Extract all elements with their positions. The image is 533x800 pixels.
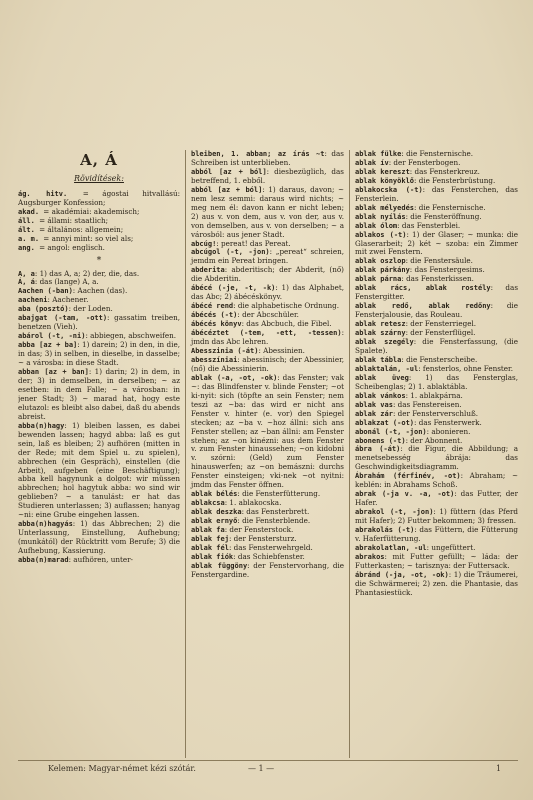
column-3 — [350, 150, 518, 758]
dictionary-entry: ábra (-át): die Figur, die Abbildung; a menetsebesség ábrája: das Geschwindigkeitsdiagramm. — [355, 444, 518, 472]
dictionary-entry: Ábrahám (férfinév, -ot): Abraham; ~ keblén: in Abrahams Schoß. — [355, 471, 518, 490]
dictionary-entry: Á, á: das (lange) A, a. — [18, 277, 99, 287]
footer-rule — [18, 760, 518, 761]
dictionary-entry: ablaktalán, -ul: fensterlos, ohne Fenster. — [355, 363, 513, 373]
dictionary-entry: abonens (-t): der Abonnent. — [355, 435, 463, 445]
page-title: A, Á — [80, 151, 118, 169]
dictionary-entry: ablak fej: der Fenstersturz. — [191, 533, 297, 543]
dictionary-entry: ablak zár: der Fensterverschluß. — [355, 408, 479, 418]
abbreviation-list — [18, 190, 180, 253]
dictionary-entry: abba(n)hagyás: 1) das Abbrechen; 2) die Unterlassung, Einstellung, Aufhebung; (munkától) der Rücktritt vom Berufe; 3) die Aufhebung, Kassierung. — [18, 519, 180, 556]
dictionary-entry: ábécés (-t): der Abcschüler. — [191, 310, 299, 320]
dictionary-entry: abderita: abderitisch; der Abderit, (nő) die Abderitin. — [191, 265, 344, 284]
page-footer — [18, 764, 518, 778]
dictionary-entry: abajgat (-tam, -ott): gassatim treiben, benetzen (Vieh). — [18, 313, 180, 332]
dictionary-entry: ablak vas: das Fenstereisen. — [355, 399, 462, 409]
dictionary-entry: abrak (-ja v. -a, -ot): das Futter, der Hafer. — [355, 489, 518, 508]
dictionary-entry: ablakzat (-ot): das Fensterwerk. — [355, 417, 482, 427]
footer-page-number: — 1 — — [248, 764, 275, 773]
footer-signature: 1 — [496, 764, 502, 773]
dictionary-entry: abesszíniai: abessinisch; der Abessinier, (nő) die Abessinierin. — [191, 354, 344, 373]
dictionary-entry: A, a: 1) das A, a; 2) der, die, das. — [18, 268, 140, 278]
column-2-entries — [191, 150, 344, 580]
dictionary-entry: abba [az + ba]: 1) darein; 2) in den, in die, in das; 3) in selben, in dieselbe, in dasselbe; ~ a városba: in diese Stadt. — [18, 340, 180, 368]
dictionary-entry: a. m. = annyi mint: so viel als; — [18, 233, 134, 243]
dictionary-entry: ablak oszlop: die Fenstersäule. — [355, 256, 473, 266]
dictionary-entry: ablak fa: der Fensterstock. — [191, 525, 294, 535]
dictionary-entry: ábécé rend: die alphabetische Ordnung. — [191, 301, 340, 311]
dictionary-entry: bleiben, 1. abban; az írás ~t: das Schreiben ist unterblieben. — [191, 150, 344, 167]
dictionary-entry: ablak mélyedés: die Fensternische. — [355, 202, 486, 212]
dictionary-entry: ablakocska (-t): das Fensterchen, das Fensterlein. — [355, 184, 518, 203]
dictionary-entry: ablak ólom: das Fensterblei. — [355, 220, 461, 230]
dictionary-entry: ablak üveg: 1) das Fensterglas, Scheibenglas; 2) 1. ablaktábla. — [355, 372, 518, 391]
dictionary-entry: ablak ernyő: die Fensterblende. — [191, 516, 311, 526]
dictionary-entry: ablak párna: das Fensterkissen. — [355, 274, 474, 284]
dictionary-entry: ablakos (-t): 1) der Glaser; ~ munka: die Glaserarbeit; 2) két ~ szoba: ein Zimmer mit zwei Fenstern. — [355, 229, 518, 257]
dictionary-entry: abból [az + ból]: 1) daraus, davon; ~ nem lesz semmi: daraus wird nichts; ~ meg nem él: davon kann er nicht leben; 2) aus v. von dem, aus v. von der, aus v. von demselben, aus v. von derselben; ~ a városból: aus jener Stadt. — [191, 184, 345, 239]
columns — [18, 150, 518, 758]
dictionary-entry: ábécé (-je, -t, -k): 1) das Alphabet, das Abc; 2) ábécéskönyv. — [191, 283, 344, 302]
dictionary-entry: abba(n)hagy: 1) bleiben lassen, es dabei bewenden lassen; hagyd abba: laß es gut sein, laß es bleiben; 2) aufhören (mitten in der Rede; mit dem Spiel u. zu spielen), abbrechen (ein Gespräch), einstellen (die Arbeit), aufgeben (eine Beschäftigung); abba kell hagynunk a dolgot: wir müssen abbrechen; hol hagytuk abba: wo sind wir geblieben? ~ a tanulást: er hat das Studieren unterlassen; 3) auflassen; hanyag ~ni: eine Grube eingehen lassen. — [18, 420, 180, 520]
dictionary-entry: ablak bélés: die Fensterfütterung. — [191, 489, 321, 499]
dictionary-entry: ablak rács, ablak rostély: das Fenstergitter. — [355, 283, 518, 302]
dictionary-entry: ablak redő, ablak redőny: die Fensterjalousie, das Rouleau. — [355, 301, 518, 320]
dictionary-entry: abcúg!: pereat! das Pereat. — [191, 238, 291, 248]
dictionary-entry: abrakolatlan, -ul: ungefüttert. — [355, 542, 476, 552]
dictionary-entry: abból [az + ból]: diesbezüglich, das betreffend, 1. ebből. — [191, 166, 344, 185]
dictionary-entry: ablak szegély: die Fensterfassung, (die Spalete). — [355, 337, 518, 355]
column-1 — [18, 150, 186, 758]
dictionary-entry: ablak párkány: das Fenstergesims. — [355, 265, 485, 275]
dictionary-entry: abárol (-t, -ni): abbiegen, abschweifen. — [18, 331, 176, 341]
dictionary-entry: abrakolás (-t): das Füttern, die Fütterung v. Haferfütterung. — [355, 525, 518, 543]
column-1-entries — [18, 270, 180, 565]
dictionary-entry: ábránd (-ja, -ot, -ok): 1) die Träumerei, die Schwärmerei; 2) zen. die Phantasie, das Phantasiestück. — [355, 569, 518, 597]
dictionary-entry: ablak fél: das Fensterwehrgeld. — [191, 542, 313, 552]
dictionary-entry: aba (posztó): der Loden. — [18, 304, 113, 314]
dictionary-entry: abcúgol (-t, -jon): „pereat“ schreien, jemdm ein Pereat bringen. — [191, 247, 344, 266]
dictionary-entry: áll. = állami: staatlich; — [18, 215, 109, 225]
dictionary-entry: abba(n)marad: aufhören, unter- — [18, 555, 133, 565]
dictionary-entry: ablak fiók: das Schiebfenster. — [191, 551, 305, 561]
dictionary-entry: ág. hitv. = ágostai hitvallású: Augsburger Konfession; — [18, 188, 180, 207]
dictionary-entry: akad. = akadémiai: akademisch; — [18, 206, 140, 216]
section-star: * — [96, 255, 102, 266]
dictionary-entry: abrakol (-t, -jon): 1) füttern (das Pferd mit Hafer); 2) Futter bekommen; 3) fressen. — [355, 507, 518, 526]
dictionary-entry: ábécéztet (-tem, -ett, -tessen): jmdn das Abc lehren. — [191, 328, 344, 347]
dictionary-entry: ablak könyöklő: die Fensterbrüstung. — [355, 175, 496, 185]
dictionary-entry: abban [az + ban]: 1) darin; 2) in dem, in der; 3) in demselben, in derselben; ~ az esetben: in dem Falle; ~ a városban: in jener Stadt; 3) ~ marad hat, hogy este elutazol: es bleibt also dabei, daß du abends abreist. — [18, 367, 180, 421]
dictionary-entry: ablak deszka: das Fensterbrett. — [191, 507, 310, 517]
dictionary-entry: ablak ív: der Fensterbogen. — [355, 157, 461, 167]
dictionary-entry: abrakos: mit Futter gefüllt; ~ láda: der Futterkasten; ~ tarisznya: der Futtersack. — [355, 551, 518, 570]
dictionary-entry: ablakcsa: 1. ablakocska. — [191, 498, 282, 508]
dictionary-entry: ablak szárny: der Fensterflügel. — [355, 328, 476, 338]
dictionary-entry: ablak retesz: der Fensterriegel. — [355, 319, 477, 329]
dictionary-entry: aacheni: Aachener. — [18, 295, 89, 305]
dictionary-entry: ablak tábla: die Fensterscheibe. — [355, 354, 478, 364]
footer-book-title: Kelemen: Magyar-német kézi szótár. — [48, 764, 196, 773]
dictionary-entry: ablak nyílás: die Fensteröffnung. — [355, 211, 482, 221]
dictionary-entry: Aachen (-ban): Aachen (das). — [18, 286, 128, 296]
dictionary-entry: Abesszinia (-át): Abessinien. — [191, 345, 305, 355]
abbreviations-heading: Rövidítések: — [74, 173, 124, 183]
column-2 — [186, 150, 350, 758]
dictionary-entry: ang. = angol: englisch. — [18, 242, 105, 252]
dictionary-entry: ablak kereszt: das Fensterkreuz. — [355, 166, 480, 176]
dictionary-entry: ált. = általános: allgemein; — [18, 224, 124, 234]
dictionary-entry: ablak függöny: der Fenstervorhang, die Fenstergardine. — [191, 560, 344, 579]
dictionary-entry: ablak fülke: die Fensternische. — [355, 150, 474, 158]
dictionary-entry: abonál (-t, -jon): abonieren. — [355, 426, 471, 436]
dictionary-entry: ablak vánkos: 1. ablakpárna. — [355, 390, 463, 400]
dictionary-entry: ablak (-a, -ot, -ok): das Fenster; vak ~: das Blindfenster v. blinde Fenster; ~ot ki-nyit: sich (töpfte an sein Fenster; nem teszi az ~ba: das wird er nicht ans Fenster v. hinter (e. vor) den Spiegel stecken; az ~ba v. ~hoz állni: sich ans Fenster stellen; az ~ban állni: am Fenster stehen; az ~on kinézni: aus dem Fenster v. zum Fenster hinaussehen; ~on kidobni v. szórni: (Geld) zum Fenster hinauswerfen; az ~on bemászni: durchs Fenster einsteigen; vki-nek ~ot nyitni: jmdm das Fenster öffnen. — [191, 372, 344, 490]
dictionary-entry: ábécés könyv: das Abcbuch, die Fibel. — [191, 319, 332, 329]
column-3-entries — [355, 150, 518, 598]
